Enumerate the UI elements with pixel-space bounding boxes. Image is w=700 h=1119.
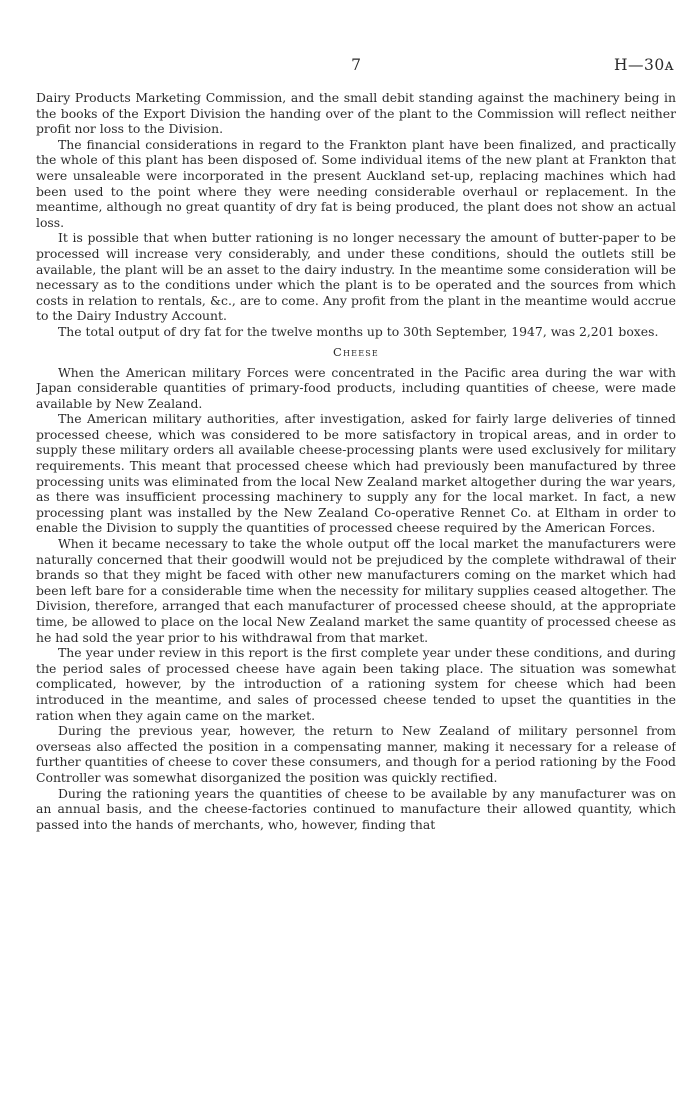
paragraph: The American military authorities, after investigation, asked for fairly large deliveries of tinned processed cheese, which was considered to be more satisfactory in tropical areas, and in order to supply these military orders all available cheese-processing plants were used exclusively for military requirements. This meant that processed cheese which had previously been manufactured by three processing units was eliminated from the local New Zealand market altogether during the war years, as there was insufficient processing machinery to supply any for the local market. In fact, a new processing plant was installed by the New Zealand Co-operative Rennet Co. at Eltham in order to enable the Division to supply the quantities of processed cheese required by the American Forces. [36, 411, 676, 536]
section-heading-cheese: Cheese [333, 344, 379, 359]
document-reference: H—30ᴀ [614, 56, 674, 74]
document-page [36, 56, 676, 1106]
paragraph: When the American military Forces were concentrated in the Pacific area during the war with Japan considerable quantities of primary-food products, including quantities of cheese, were made available by New Zealand. [36, 364, 676, 411]
paragraph: During the previous year, however, the return to New Zealand of military personnel from overseas also affected the position in a compensating manner, making it necessary for a release of further quantities of cheese to cover these consumers, and though for a period rationing by the Food Controller was somewhat disorganized the position was quickly rectified. [36, 723, 676, 785]
paragraph: The financial considerations in regard to the Frankton plant have been finalized, and practically the whole of this plant has been disposed of. Some individual items of the new plant at Frankton that were unsaleable were incorporated in the present Auckland set-up, replacing machines which had been used to the point where they were needing considerable overhaul or replacement. In the meantime, although no great quantity of dry fat is being produced, the plant does not show an actual loss. [36, 136, 676, 230]
document-body [36, 90, 676, 832]
paragraph-continued: Dairy Products Marketing Commission, and the small debit standing against the machinery being in the books of the Export Division the handing over of the plant to the Commission will reflect neither profit nor loss to the Division. [36, 90, 676, 137]
paragraph: During the rationing years the quantities of cheese to be available by any manufacturer was on an annual basis, and the cheese-factories continued to manufacture their allowed quantity, which passed into the hands of merchants, who, however, finding that [36, 785, 676, 832]
paragraph: The total output of dry fat for the twelve months up to 30th September, 1947, was 2,201 boxes. [58, 323, 659, 339]
page-header [36, 56, 676, 80]
paragraph: When it became necessary to take the whole output off the local market the manufacturers were naturally concerned that their goodwill would not be prejudiced by the complete withdrawal of their brands so that they might be faced with other new manufacturers coming on the market which had been left bare for a considerable time when the necessity for military supplies ceased altogether. The Division, therefore, arranged that each manufacturer of processed cheese should, at the appropriate time, be allowed to place on the local New Zealand market the same quantity of processed cheese as he had sold the year prior to his withdrawal from that market. [36, 536, 676, 645]
paragraph: It is possible that when butter rationing is no longer necessary the amount of butter-paper to be processed will increase very considerably, and under these conditions, should the outlets still be available, the plant will be an asset to the dairy industry. In the meantime some consideration will be necessary as to the conditions under which the plant is to be operated and the sources from which costs in relation to rentals, &c., are to come. Any profit from the plant in the meantime would accrue to the Dairy Industry Account. [36, 230, 676, 324]
paragraph: The year under review in this report is the first complete year under these conditions, and during the period sales of processed cheese have again been taking place. The situation was somewhat complicated, however, by the introduction of a rationing system for cheese which had been introduced in the meantime, and sales of processed cheese tended to upset the quantities in the ration when they again came on the market. [36, 645, 676, 723]
page-number: 7 [351, 56, 361, 74]
